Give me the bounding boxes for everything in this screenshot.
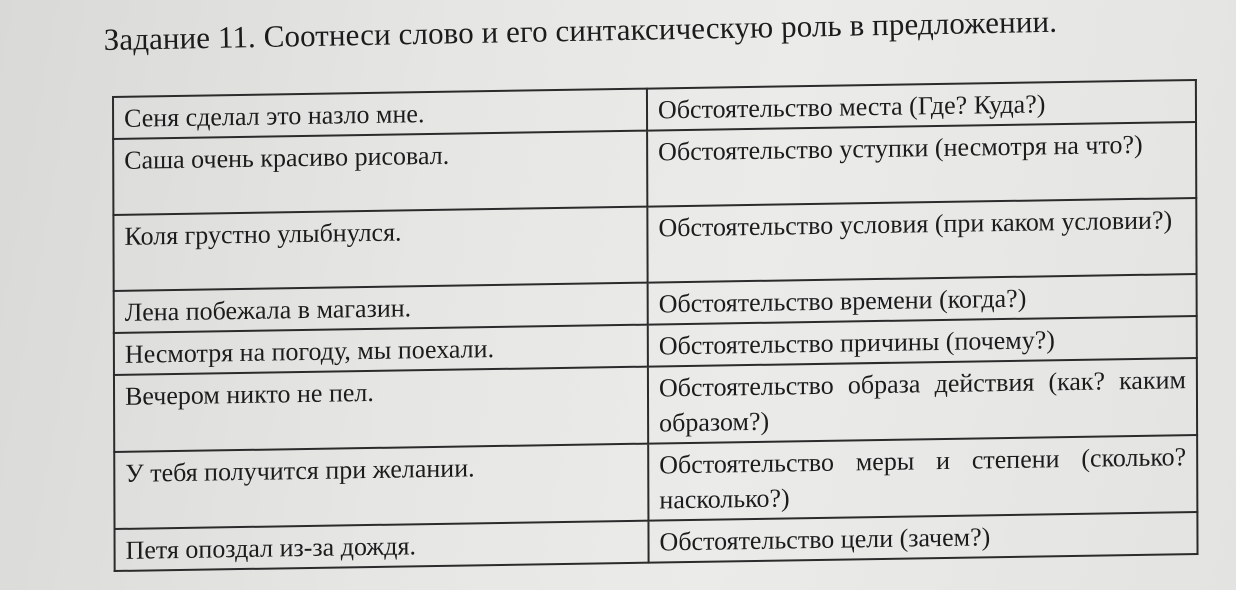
role-cell: Обстоятельство цели (зачем?) [648,512,1197,563]
sentence-cell: Лена побежала в магазин. [114,283,648,333]
sentence-cell: У тебя получится при желании. [114,444,648,529]
sentence-cell: Несмотря на погоду, мы поехали. [114,325,648,375]
sentence-cell: Сеня сделал это назло мне. [113,89,647,139]
sentence-cell: Петя опоздал из-за дождя. [115,521,649,571]
role-cell: Обстоятельство меры и степени (сколько? насколько?) [648,435,1197,521]
matching-table-wrapper [112,79,1197,572]
sentence-cell: Коля грустно улыбнулся. [113,207,647,291]
sentence-cell: Саша очень красиво рисовал. [113,131,647,215]
role-cell: Обстоятельство уступки (несмотря на что?) [647,122,1196,207]
role-cell: Обстоятельство времени (когда?) [648,274,1197,325]
role-cell: Обстоятельство места (Где? Куда?) [647,80,1196,131]
matching-table [112,79,1199,572]
role-cell: Обстоятельство образа действия (как? каким образом?) [648,358,1197,444]
role-cell: Обстоятельство причины (почему?) [648,316,1197,367]
task-title: Задание 11. Соотнеси слово и его синтаксическую роль в предложении. [103,3,1058,58]
sentence-cell: Вечером никто не пел. [114,367,648,452]
role-cell: Обстоятельство условия (при каком условии?) [647,198,1196,283]
